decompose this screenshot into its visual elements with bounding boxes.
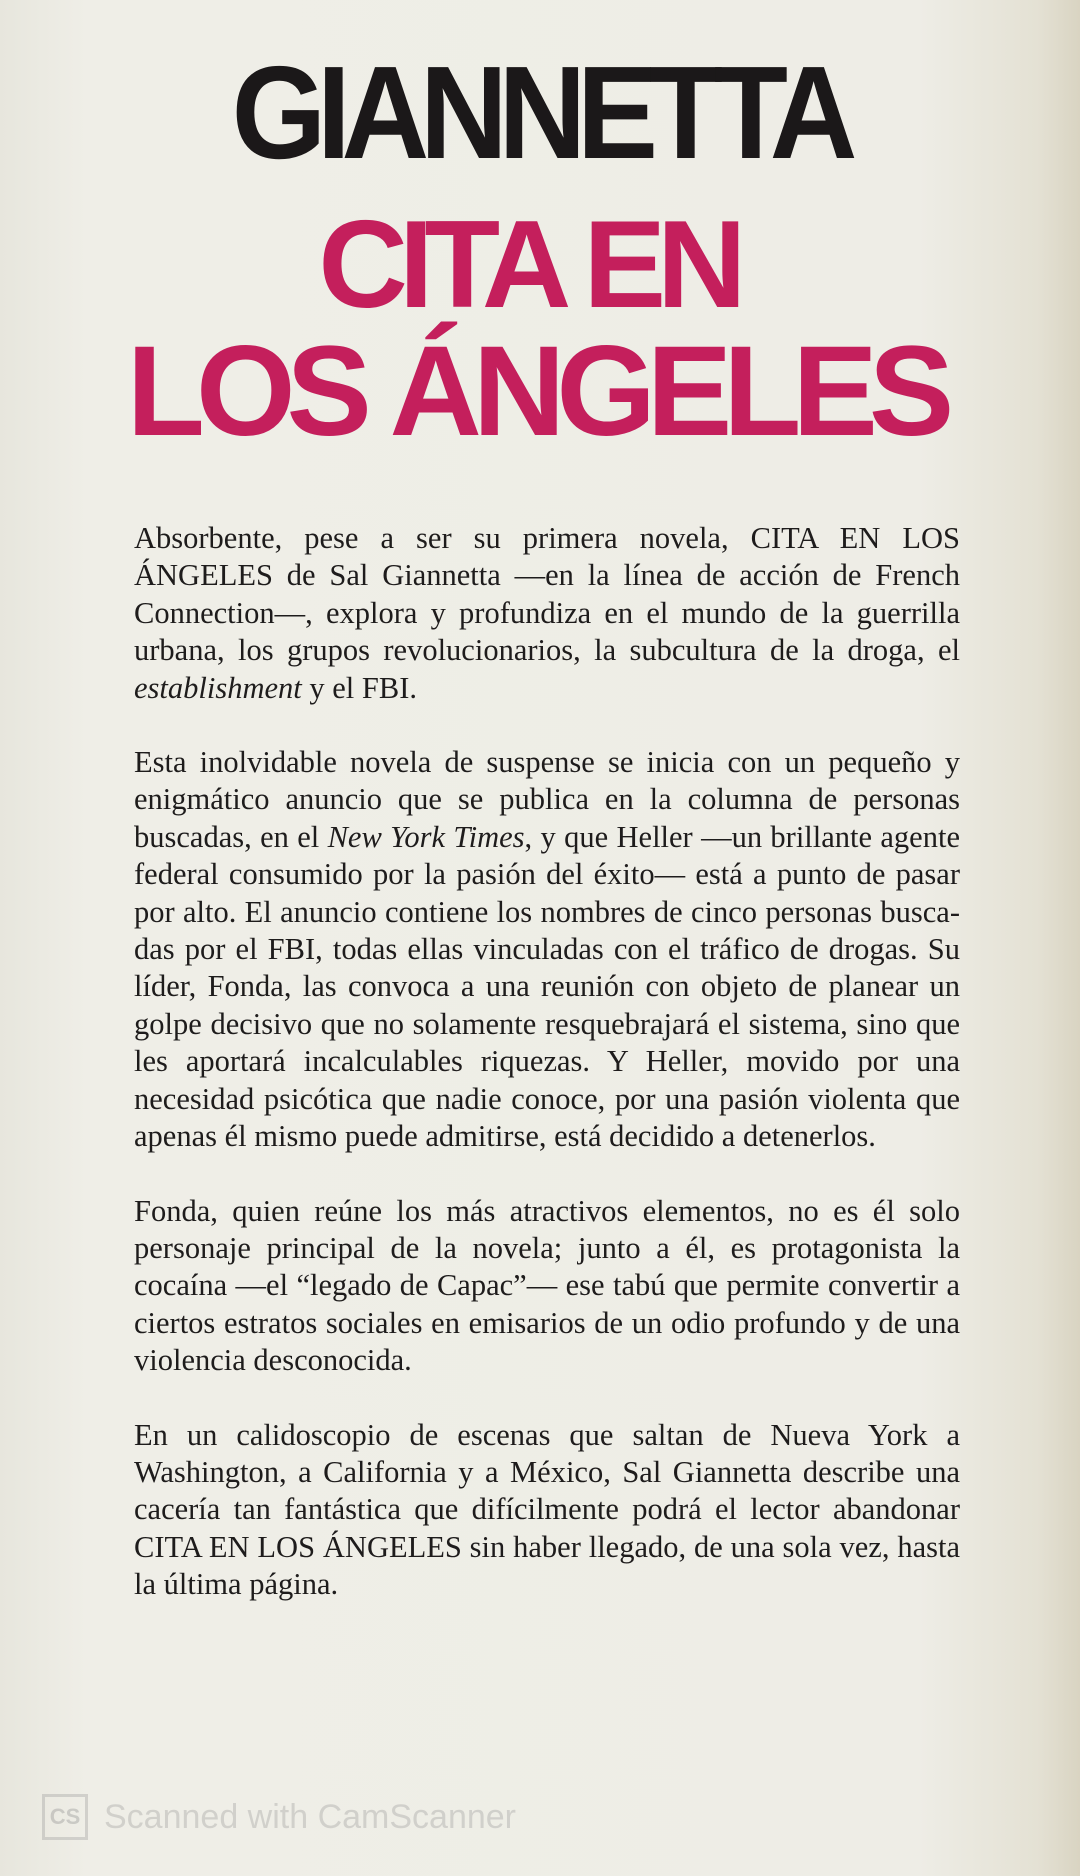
book-title-line-2: LOS ÁNGELES [126,320,946,463]
book-title-line-1: CITA EN [318,196,738,334]
author-name: GIANNETTA [231,39,849,186]
camscanner-watermark [42,1794,516,1840]
blurb-text [134,520,960,1641]
blurb-paragraph-1: Absorbente, pese a ser su primera novela, CITA EN LOS ÁNGELES de Sal Giannetta —en la línea de acción de French Connection—, explora y profundiza en el mundo de la guerrilla urbana, los grupos revolucionarios, la subcultura de la droga, el establishment y el FBI. [134,521,960,705]
camscanner-logo-icon: CS [42,1794,88,1840]
blurb-paragraph-4: En un calidoscopio de escenas que saltan de Nueva York a Washington, a California y a México, Sal Giannetta describe una cacería tan fantástica que difícilmente podrá el lector abandonar CITA EN LOS ÁNGELES sin haber llegado, de una sola vez, hasta la última página. [134,1417,960,1602]
blurb-paragraph-3: Fonda, quien reúne los más atractivos elementos, no es él solo personaje principal de la novela; junto a él, es protagonista la cocaína —el “legado de Capac”— ese tabú que permite convertir a ciertos estratos sociales en emisarios de un odio profundo y de una violencia desconocida. [134,1193,960,1378]
blurb-paragraph-2: Esta inolvidable novela de suspense se inicia con un pequeño y enigmático anuncio que se publica en la columna de personas buscadas, en el New York Times, y que Heller —un brillante agente federal consumido por la pasión del éxito— está a punto de pasar por alto. El anuncio contiene los nombres de cinco personas buscadas por el FBI, todas ellas vinculadas con el tráfico de drogas. Su líder, Fonda, las convoca a una reunión con objeto de planear un golpe decisivo que no solamente resquebrajará el sistema, sino que les aportará incalculables riquezas. Y Heller, movido por una necesidad psicótica que nadie conoce, por una pasión violenta que apenas él mismo puede admitirse, está decidido a detenerlos. [134,745,960,1154]
watermark-text: Scanned with CamScanner [104,1797,517,1836]
